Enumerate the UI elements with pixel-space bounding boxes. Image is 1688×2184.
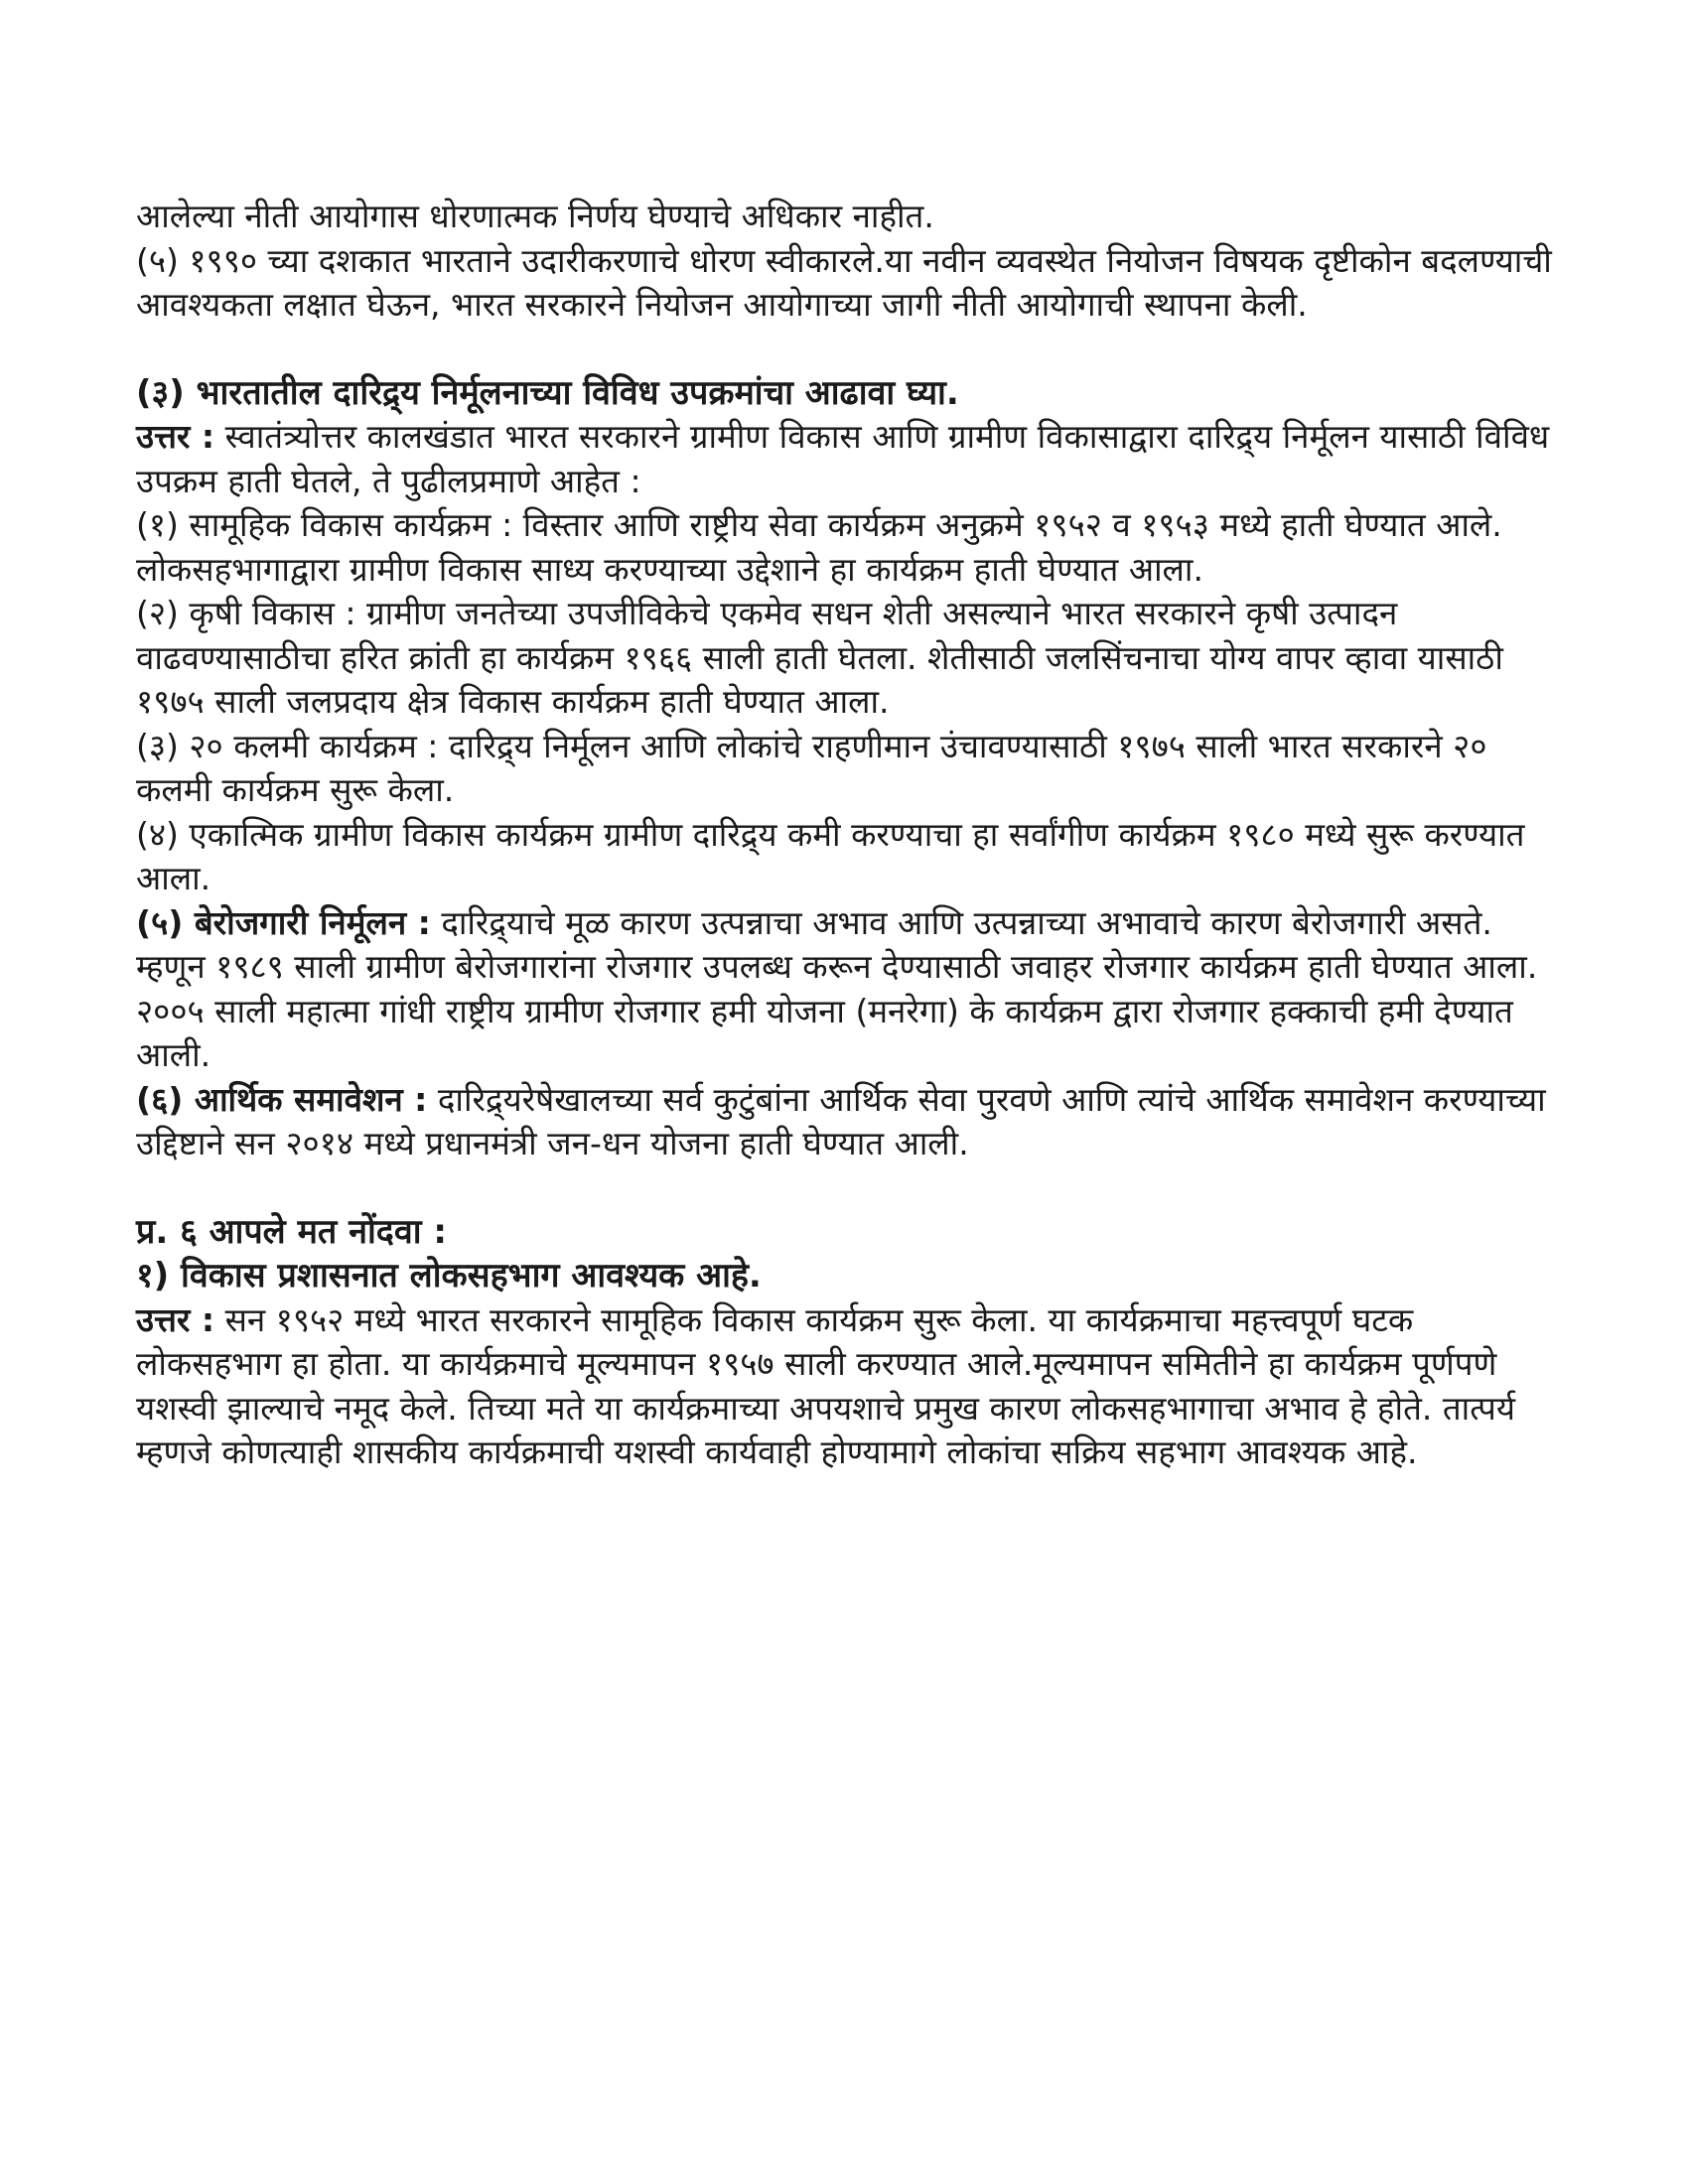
question-3-answer-intro bbox=[136, 415, 1566, 503]
question-6-heading: प्र. ६ आपले मत नोंदवा : bbox=[136, 1211, 447, 1252]
point-agriculture-development: (२) कृषी विकास : ग्रामीण जनतेच्या उपजीविकेचे एकमेव सधन शेती असल्याने भारत सरकारने कृषी उत्पादन वाढवण्यासाठीचा हरित क्रांती हा कार्यक्रम १९६६ साली हाती घेतला. शेतीसाठी जलसिंचनाचा योग्य वापर व्हावा यासाठी १९७५ साली जलप्रदाय क्षेत्र विकास कार्यक्रम हाती घेण्यात आला. bbox=[136, 594, 1503, 721]
point-5-label: (५) बेरोजगारी निर्मूलन : bbox=[136, 902, 431, 942]
point-integrated-rural-development: (४) एकात्मिक ग्रामीण विकास कार्यक्रम ग्रामीण दारिद्र्य कमी करण्याचा हा सर्वांगीण कार्यक्रम १९८० मध्ये सुरू करण्यात आला. bbox=[136, 814, 1525, 897]
answer-label: उत्तर : bbox=[136, 1299, 215, 1339]
question-3-heading: (३) भारतातील दारिद्र्य निर्मूलनाच्या विविध उपक्रमांचा आढावा घ्या. bbox=[136, 372, 959, 413]
point-20-point-programme: (३) २० कलमी कार्यक्रम : दारिद्र्य निर्मूलन आणि लोकांचे राहणीमान उंचावण्यासाठी १९७५ साली भारत सरकारने २० कलमी कार्यक्रम सुरू केला. bbox=[136, 726, 1487, 809]
point-6-text: दारिद्र्यरेषेखालच्या सर्व कुटुंबांना आर्थिक सेवा पुरवणे आणि त्यांचे आर्थिक समावेशन करण्याच्या उद्दिष्टाने सन २०१४ मध्ये प्रधानमंत्री जन-धन योजना हाती घेण्यात आली. bbox=[136, 1079, 1546, 1162]
document-page bbox=[136, 195, 1566, 1475]
spacer bbox=[136, 328, 1566, 371]
point-5-text: दारिद्र्याचे मूळ कारण उत्पन्नाचा अभाव आणि उत्पन्नाच्या अभावाचे कारण बेरोजगारी असते. म्हणून १९८९ साली ग्रामीण बेरोजगारांना रोजगार उपलब्ध करून देण्यासाठी जवाहर रोजगार कार्यक्रम हाती घेण्यात आला. २००५ साली महात्मा गांधी राष्ट्रीय ग्रामीण रोजगार हमी योजना (मनरेगा) के कार्यक्रम द्वारा रोजगार हक्काची हमी देण्यात आली. bbox=[136, 902, 1538, 1074]
paragraph-continuation: आलेल्या नीती आयोगास धोरणात्मक निर्णय घेण्याचे अधिकार नाहीत. bbox=[136, 197, 934, 235]
point-community-development: (१) सामूहिक विकास कार्यक्रम : विस्तार आणि राष्ट्रीय सेवा कार्यक्रम अनुक्रमे १९५२ व १९५३ मध्ये हाती घेण्यात आले. लोकसहभागाद्वारा ग्रामीण विकास साध्य करण्याच्या उद्देशाने हा कार्यक्रम हाती घेण्यात आला. bbox=[136, 505, 1502, 589]
question-6-subheading: १) विकास प्रशासनात लोकसहभाग आवश्यक आहे. bbox=[136, 1256, 762, 1296]
paragraph-niti-aayog: (५) १९९० च्या दशकात भारताने उदारीकरणाचे धोरण स्वीकारले.या नवीन व्यवस्थेत नियोजन विषयक दृष्टीकोन बदलण्याची आवश्यकता लक्षात घेऊन, भारत सरकारने नियोजन आयोगाच्या जागी नीती आयोगाची स्थापना केली. bbox=[136, 240, 1552, 324]
answer-text: सन १९५२ मध्ये भारत सरकारने सामूहिक विकास कार्यक्रम सुरू केला. या कार्यक्रमाचा महत्त्वपूर्ण घटक लोकसहभाग हा होता. या कार्यक्रमाचे मूल्यमापन १९५७ साली करण्यात आले.मूल्यमापन समितीने हा कार्यक्रम पूर्णपणे यशस्वी झाल्याचे नमूद केले. तिच्या मते या कार्यक्रमाच्या अपयशाचे प्रमुख कारण लोकसहभागाचा अभाव हे होते. तात्पर्य म्हणजे कोणत्याही शासकीय कार्यक्रमाची यशस्वी कार्यवाही होण्यामागे लोकांचा सक्रिय सहभाग आवश्यक आहे. bbox=[136, 1299, 1516, 1471]
point-unemployment-eradication bbox=[136, 901, 1566, 1078]
answer-intro-text: स्वातंत्र्योत्तर कालखंडात भारत सरकारने ग्रामीण विकास आणि ग्रामीण विकासाद्वारा दारिद्र्य निर्मूलन यासाठी विविध उपक्रम हाती घेतले, ते पुढीलप्रमाणे आहेत : bbox=[136, 417, 1550, 500]
point-financial-inclusion bbox=[136, 1078, 1566, 1166]
spacer bbox=[136, 1166, 1566, 1210]
question-6-answer bbox=[136, 1298, 1566, 1475]
answer-label: उत्तर : bbox=[136, 417, 215, 456]
point-6-label: (६) आर्थिक समावेशन : bbox=[136, 1079, 428, 1119]
